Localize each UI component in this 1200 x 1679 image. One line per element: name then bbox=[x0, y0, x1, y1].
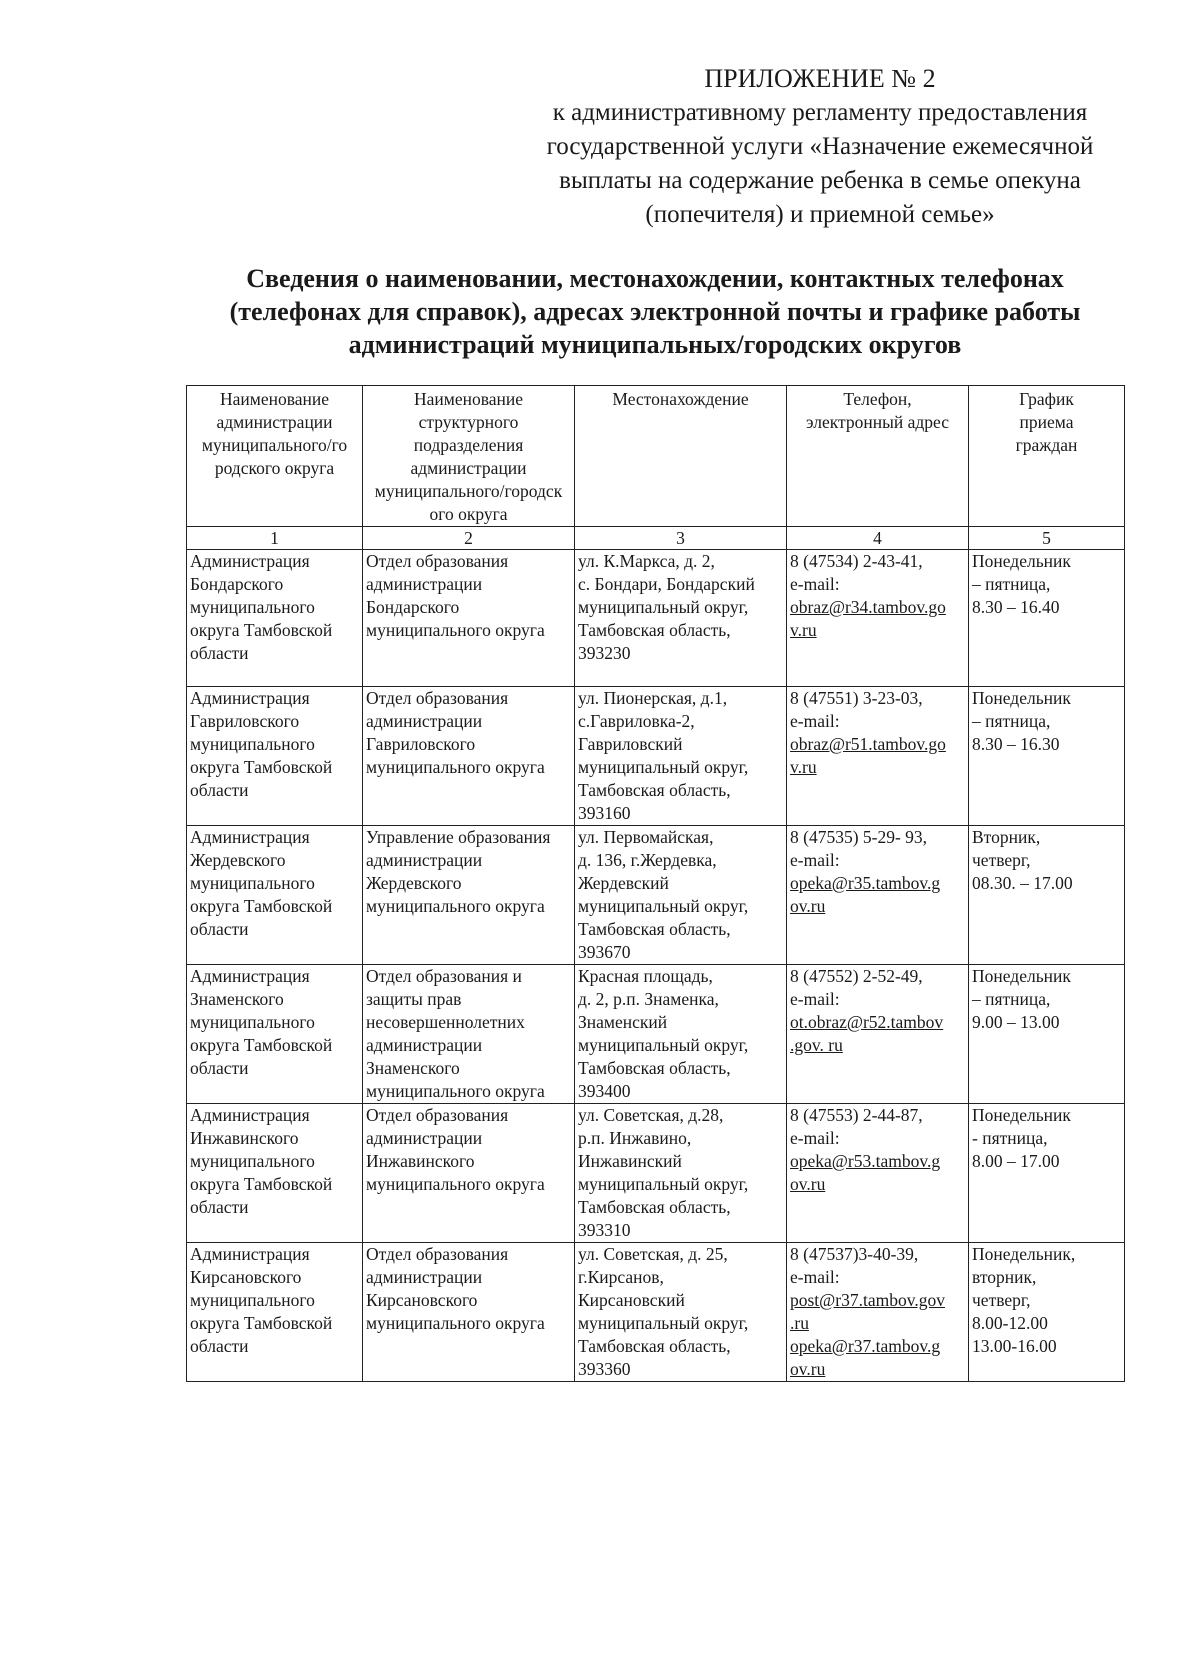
table-row bbox=[187, 965, 1125, 1104]
location-cell-line: Красная площадь, bbox=[578, 966, 713, 986]
header-admin-name bbox=[187, 386, 363, 527]
division-name-cell-line: администрации bbox=[366, 1035, 483, 1055]
schedule-cell-line: Понедельник bbox=[972, 1105, 1071, 1125]
phone-number: 8 (47552) 2-52-49, bbox=[790, 966, 923, 986]
location-cell-line: с.Гавриловка-2, bbox=[578, 711, 695, 731]
admin-name-cell-line: округа Тамбовской bbox=[190, 1035, 333, 1055]
schedule-cell-line: Понедельник bbox=[972, 551, 1071, 571]
header-line: Местонахождение bbox=[612, 389, 749, 409]
phone-email-cell bbox=[787, 687, 969, 826]
division-name-cell-line: Управление образования bbox=[366, 827, 551, 847]
division-name-cell bbox=[363, 826, 575, 965]
column-number: 3 bbox=[575, 527, 787, 550]
admin-name-cell-line: муниципального bbox=[190, 873, 315, 893]
admin-name-cell-line: области bbox=[190, 643, 249, 663]
location-cell-line: 393160 bbox=[578, 803, 631, 823]
header-line: администрации bbox=[216, 412, 333, 432]
division-name-cell-line: Знаменского bbox=[366, 1058, 460, 1078]
schedule-cell-line: Понедельник bbox=[972, 688, 1071, 708]
division-name-cell bbox=[363, 1243, 575, 1382]
division-name-cell-line: Жердевского bbox=[366, 873, 462, 893]
schedule-cell bbox=[969, 965, 1125, 1104]
appendix-line: к административному регламенту предоставления bbox=[552, 99, 1088, 126]
schedule-cell-line: вторник, bbox=[972, 1267, 1037, 1287]
column-number: 5 bbox=[969, 527, 1125, 550]
header-division-name bbox=[363, 386, 575, 527]
location-cell-line: 393230 bbox=[578, 643, 631, 663]
location-cell-line: Тамбовская область, bbox=[578, 1197, 731, 1217]
email-link[interactable]: opeka@r53.tambov.g bbox=[790, 1151, 941, 1171]
admin-name-cell-line: муниципального bbox=[190, 597, 315, 617]
admin-name-cell-line: области bbox=[190, 919, 249, 939]
header-line: муниципального/городск bbox=[374, 481, 563, 501]
location-cell bbox=[575, 550, 787, 687]
admin-name-cell-line: Администрация bbox=[190, 551, 310, 571]
location-cell-line: Инжавинский bbox=[578, 1151, 682, 1171]
division-name-cell-line: Инжавинского bbox=[366, 1151, 475, 1171]
admin-name-cell-line: Администрация bbox=[190, 688, 310, 708]
division-name-cell-line: муниципального округа bbox=[366, 1313, 545, 1333]
admin-name-cell bbox=[187, 826, 363, 965]
division-name-cell-line: Отдел образования bbox=[366, 1105, 509, 1125]
email-label: e-mail: bbox=[790, 574, 840, 594]
division-name-cell-line: администрации bbox=[366, 1267, 483, 1287]
division-name-cell-line: муниципального округа bbox=[366, 620, 545, 640]
location-cell-line: с. Бондари, Бондарский bbox=[578, 574, 755, 594]
admin-name-cell-line: округа Тамбовской bbox=[190, 1313, 333, 1333]
admin-name-cell bbox=[187, 965, 363, 1104]
header-line: муниципального/го bbox=[201, 435, 348, 455]
email-link[interactable]: v.ru bbox=[790, 620, 817, 640]
appendix-line: (попечителя) и приемной семье» bbox=[645, 201, 995, 228]
admin-name-cell-line: области bbox=[190, 1336, 249, 1356]
schedule-cell bbox=[969, 1243, 1125, 1382]
location-cell bbox=[575, 1104, 787, 1243]
phone-email-cell bbox=[787, 1243, 969, 1382]
division-name-cell-line: несовершеннолетних bbox=[366, 1012, 525, 1032]
location-cell-line: 393360 bbox=[578, 1359, 631, 1379]
location-cell-line: Тамбовская область, bbox=[578, 1336, 731, 1356]
admin-name-cell bbox=[187, 1104, 363, 1243]
appendix-line: государственной услуги «Назначение ежемесячной bbox=[546, 133, 1094, 160]
appendix-lines bbox=[440, 62, 1200, 232]
division-name-cell bbox=[363, 1104, 575, 1243]
location-cell-line: Гавриловский bbox=[578, 734, 683, 754]
admin-name-cell-line: округа Тамбовской bbox=[190, 620, 333, 640]
location-cell-line: муниципальный округ, bbox=[578, 1174, 749, 1194]
document-heading bbox=[180, 262, 1130, 361]
header-location bbox=[575, 386, 787, 527]
email-link[interactable]: opeka@r37.tambov.g bbox=[790, 1336, 941, 1356]
schedule-cell-line: – пятница, bbox=[972, 574, 1051, 594]
phone-email-cell bbox=[787, 965, 969, 1104]
division-name-cell-line: Бондарского bbox=[366, 597, 460, 617]
location-cell-line: д. 2, р.п. Знаменка, bbox=[578, 989, 719, 1009]
admin-name-cell-line: Администрация bbox=[190, 966, 310, 986]
header-line: ого округа bbox=[429, 504, 508, 524]
schedule-cell-line: 8.00-12.00 bbox=[972, 1313, 1048, 1333]
admin-name-cell-line: Кирсановского bbox=[190, 1267, 302, 1287]
division-name-cell-line: Отдел образования bbox=[366, 551, 509, 571]
phone-email-cell bbox=[787, 550, 969, 687]
division-name-cell-line: Отдел образования bbox=[366, 688, 509, 708]
division-name-cell-line: администрации bbox=[366, 1128, 483, 1148]
location-cell-line: Знаменский bbox=[578, 1012, 668, 1032]
location-cell-line: Тамбовская область, bbox=[578, 620, 731, 640]
header-line: подразделения bbox=[413, 435, 524, 455]
phone-number: 8 (47537)3-40-39, bbox=[790, 1244, 919, 1264]
location-cell-line: Кирсановский bbox=[578, 1290, 685, 1310]
schedule-cell-line: – пятница, bbox=[972, 711, 1051, 731]
schedule-cell-line: четверг, bbox=[972, 1290, 1031, 1310]
header-line: граждан bbox=[1015, 435, 1078, 455]
location-cell bbox=[575, 965, 787, 1104]
schedule-cell-line: 13.00-16.00 bbox=[972, 1336, 1057, 1356]
schedule-cell-line: четверг, bbox=[972, 850, 1031, 870]
schedule-cell-line: 08.30. – 17.00 bbox=[972, 873, 1073, 893]
email-link[interactable]: opeka@r35.tambov.g bbox=[790, 873, 941, 893]
division-name-cell-line: муниципального округа bbox=[366, 757, 545, 777]
email-link[interactable]: ov.ru bbox=[790, 896, 826, 916]
admin-name-cell-line: Инжавинского bbox=[190, 1128, 299, 1148]
phone-number: 8 (47551) 3-23-03, bbox=[790, 688, 923, 708]
admin-name-cell-line: муниципального bbox=[190, 734, 315, 754]
location-cell-line: Жердевский bbox=[578, 873, 669, 893]
email-link[interactable]: obraz@r51.tambov.go bbox=[790, 734, 946, 754]
schedule-cell-line: Понедельник, bbox=[972, 1244, 1076, 1264]
admin-name-cell-line: области bbox=[190, 780, 249, 800]
heading-line: администраций муниципальных/городских округов bbox=[348, 330, 962, 359]
location-cell-line: муниципальный округ, bbox=[578, 757, 749, 777]
administrations-table bbox=[186, 385, 1125, 1382]
location-cell-line: д. 136, г.Жердевка, bbox=[578, 850, 717, 870]
heading-line: (телефонах для справок), адресах электронной почты и графике работы bbox=[229, 297, 1081, 326]
schedule-cell bbox=[969, 826, 1125, 965]
header-schedule bbox=[969, 386, 1125, 527]
email-link[interactable]: ot.obraz@r52.tambov bbox=[790, 1012, 944, 1032]
location-cell-line: муниципальный округ, bbox=[578, 896, 749, 916]
division-name-cell-line: администрации bbox=[366, 574, 483, 594]
location-cell-line: Тамбовская область, bbox=[578, 1058, 731, 1078]
location-cell-line: ул. К.Маркса, д. 2, bbox=[578, 551, 715, 571]
location-cell bbox=[575, 826, 787, 965]
division-name-cell-line: Кирсановского bbox=[366, 1290, 478, 1310]
column-number: 2 bbox=[363, 527, 575, 550]
division-name-cell-line: муниципального округа bbox=[366, 1081, 545, 1101]
admin-name-cell-line: Администрация bbox=[190, 1105, 310, 1125]
table-row bbox=[187, 1243, 1125, 1382]
location-cell bbox=[575, 1243, 787, 1382]
email-link[interactable]: .ru bbox=[790, 1313, 809, 1333]
admin-name-cell-line: Жердевского bbox=[190, 850, 286, 870]
header-line: Наименование bbox=[413, 389, 524, 409]
header-line: родского округа bbox=[214, 458, 335, 478]
division-name-cell-line: Гавриловского bbox=[366, 734, 476, 754]
email-link[interactable]: ov.ru bbox=[790, 1174, 826, 1194]
schedule-cell-line: – пятница, bbox=[972, 989, 1051, 1009]
schedule-cell-line: - пятница, bbox=[972, 1128, 1048, 1148]
admin-name-cell-line: Администрация bbox=[190, 1244, 310, 1264]
email-label: e-mail: bbox=[790, 850, 840, 870]
phone-number: 8 (47553) 2-44-87, bbox=[790, 1105, 923, 1125]
location-cell-line: р.п. Инжавино, bbox=[578, 1128, 692, 1148]
email-link[interactable]: .gov. ru bbox=[790, 1035, 843, 1055]
admin-name-cell bbox=[187, 1243, 363, 1382]
division-name-cell-line: муниципального округа bbox=[366, 896, 545, 916]
table-row bbox=[187, 687, 1125, 826]
division-name-cell-line: Отдел образования и bbox=[366, 966, 522, 986]
header-line: График bbox=[1019, 389, 1074, 409]
location-cell-line: г.Кирсанов, bbox=[578, 1267, 664, 1287]
table-header-row bbox=[187, 386, 1125, 527]
heading-line: Сведения о наименовании, местонахождении, контактных телефонах bbox=[246, 264, 1064, 293]
schedule-cell bbox=[969, 1104, 1125, 1243]
admin-name-cell-line: округа Тамбовской bbox=[190, 896, 333, 916]
schedule-cell-line: Понедельник bbox=[972, 966, 1071, 986]
admin-name-cell-line: Администрация bbox=[190, 827, 310, 847]
admin-name-cell-line: Знаменского bbox=[190, 989, 284, 1009]
location-cell-line: муниципальный округ, bbox=[578, 1313, 749, 1333]
schedule-cell-line: 8.00 – 17.00 bbox=[972, 1151, 1060, 1171]
schedule-cell bbox=[969, 550, 1125, 687]
admin-name-cell-line: округа Тамбовской bbox=[190, 757, 333, 777]
table-row bbox=[187, 1104, 1125, 1243]
location-cell-line: 393400 bbox=[578, 1081, 631, 1101]
phone-email-cell bbox=[787, 1104, 969, 1243]
appendix-title: ПРИЛОЖЕНИЕ № 2 bbox=[704, 64, 936, 93]
location-cell-line: ул. Советская, д.28, bbox=[578, 1105, 724, 1125]
schedule-cell-line: 8.30 – 16.30 bbox=[972, 734, 1060, 754]
admin-name-cell-line: Гавриловского bbox=[190, 711, 300, 731]
header-line: Телефон, bbox=[843, 389, 912, 409]
header-line: приема bbox=[1019, 412, 1074, 432]
admin-name-cell-line: муниципального bbox=[190, 1290, 315, 1310]
location-cell-line: ул. Пионерская, д.1, bbox=[578, 688, 728, 708]
table-row bbox=[187, 826, 1125, 965]
email-label: e-mail: bbox=[790, 1267, 840, 1287]
location-cell-line: ул. Советская, д. 25, bbox=[578, 1244, 728, 1264]
location-cell-line: муниципальный округ, bbox=[578, 597, 749, 617]
admin-name-cell-line: области bbox=[190, 1058, 249, 1078]
header-line: структурного bbox=[418, 412, 519, 432]
admin-name-cell-line: области bbox=[190, 1197, 249, 1217]
header-line: администрации bbox=[410, 458, 527, 478]
location-cell-line: 393670 bbox=[578, 942, 631, 962]
email-label: e-mail: bbox=[790, 711, 840, 731]
email-label: e-mail: bbox=[790, 989, 840, 1009]
schedule-cell-line: 9.00 – 13.00 bbox=[972, 1012, 1060, 1032]
header-phone-email bbox=[787, 386, 969, 527]
location-cell bbox=[575, 687, 787, 826]
division-name-cell-line: администрации bbox=[366, 850, 483, 870]
location-cell-line: Тамбовская область, bbox=[578, 780, 731, 800]
admin-name-cell bbox=[187, 550, 363, 687]
email-link[interactable]: post@r37.tambov.gov bbox=[790, 1290, 945, 1310]
email-link[interactable]: ov.ru bbox=[790, 1359, 826, 1379]
phone-number: 8 (47534) 2-43-41, bbox=[790, 551, 923, 571]
division-name-cell-line: администрации bbox=[366, 711, 483, 731]
schedule-cell-line: Вторник, bbox=[972, 827, 1041, 847]
division-name-cell-line: муниципального округа bbox=[366, 1174, 545, 1194]
column-number-row bbox=[187, 527, 1125, 550]
admin-name-cell-line: Бондарского bbox=[190, 574, 284, 594]
admin-name-cell-line: муниципального bbox=[190, 1012, 315, 1032]
email-label: e-mail: bbox=[790, 1128, 840, 1148]
phone-number: 8 (47535) 5-29- 93, bbox=[790, 827, 928, 847]
location-cell-line: 393310 bbox=[578, 1220, 631, 1240]
division-name-cell bbox=[363, 687, 575, 826]
column-number: 1 bbox=[187, 527, 363, 550]
location-cell-line: Тамбовская область, bbox=[578, 919, 731, 939]
appendix-line: выплаты на содержание ребенка в семье опекуна bbox=[559, 167, 1081, 194]
schedule-cell-line: 8.30 – 16.40 bbox=[972, 597, 1060, 617]
schedule-cell bbox=[969, 687, 1125, 826]
admin-name-cell bbox=[187, 687, 363, 826]
table-row bbox=[187, 550, 1125, 687]
admin-name-cell-line: муниципального bbox=[190, 1151, 315, 1171]
email-link[interactable]: obraz@r34.tambov.go bbox=[790, 597, 946, 617]
admin-name-cell-line: округа Тамбовской bbox=[190, 1174, 333, 1194]
header-line: Наименование bbox=[219, 389, 330, 409]
division-name-cell bbox=[363, 550, 575, 687]
email-link[interactable]: v.ru bbox=[790, 757, 817, 777]
location-cell-line: муниципальный округ, bbox=[578, 1035, 749, 1055]
division-name-cell-line: защиты прав bbox=[366, 989, 462, 1009]
division-name-cell-line: Отдел образования bbox=[366, 1244, 509, 1264]
header-line: электронный адрес bbox=[806, 412, 949, 432]
phone-email-cell bbox=[787, 826, 969, 965]
location-cell-line: ул. Первомайская, bbox=[578, 827, 714, 847]
column-number: 4 bbox=[787, 527, 969, 550]
division-name-cell bbox=[363, 965, 575, 1104]
